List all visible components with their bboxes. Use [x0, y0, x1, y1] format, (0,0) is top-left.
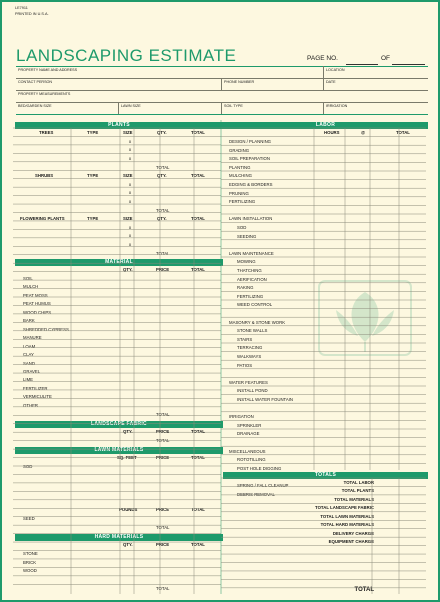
- labor-at-header: @: [361, 130, 366, 135]
- material-item: VERMICULITE: [23, 394, 52, 400]
- shrubs-label: SHRUBS: [35, 173, 54, 178]
- measurements-label: PROPERTY MEASUREMENTS: [18, 92, 71, 96]
- labor-item: SOD: [237, 225, 247, 230]
- trees-type-header: TYPE: [87, 130, 99, 135]
- printed-note: PRINTED IN U.S.A.: [15, 12, 49, 16]
- labor-item: SPRING / FALL CLEANUP: [237, 483, 289, 488]
- multiply-sign: x: [128, 190, 132, 195]
- totals-header: TOTALS: [223, 472, 428, 479]
- sod-label: SOD: [23, 464, 33, 469]
- grand-total-label: TOTAL: [354, 587, 374, 593]
- totals-row-label: TOTAL MATERIALS: [334, 496, 374, 502]
- labor-item: GRADING: [229, 147, 250, 153]
- totals-row-label: TOTAL PLANTS: [341, 488, 374, 494]
- labor-item: LAWN INSTALLATION: [229, 216, 273, 222]
- labor-item: WEED CONTROL: [237, 302, 273, 308]
- contact-person-label: CONTACT PERSON: [18, 80, 53, 84]
- property-name-label: PROPERTY NAME AND ADDRESS: [18, 68, 78, 72]
- material-item: PEAT MOSS: [23, 292, 48, 298]
- multiply-sign: x: [128, 182, 132, 187]
- hard-item-stone: STONE: [23, 551, 38, 556]
- material-item: FERTILIZER: [23, 385, 48, 391]
- labor-item: THATCHING: [237, 268, 262, 273]
- totals-row-label: TOTAL HARD MATERIALS: [320, 522, 374, 528]
- totals-row-label: TOTAL LAWN MATERIALS: [320, 513, 374, 519]
- lawn-price-header: PRICE: [156, 455, 170, 460]
- multiply-sign: x: [128, 147, 132, 152]
- material-item: MANURE: [23, 335, 42, 341]
- material-qty-header: QTY.: [123, 267, 133, 272]
- labor-item: WATER FEATURES: [229, 379, 268, 385]
- material-price-header: PRICE: [156, 267, 170, 272]
- hard-header: HARD MATERIALS: [15, 534, 223, 541]
- totals-row-label: EQUIPMENT CHARGE: [328, 539, 374, 545]
- fabric-total-label: TOTAL: [156, 438, 170, 443]
- shrubs-size-header: SIZE: [123, 173, 133, 178]
- multiply-sign: x: [128, 156, 132, 161]
- page-of-field[interactable]: [392, 64, 425, 65]
- labor-item: SOIL PREPARATION: [229, 156, 270, 162]
- multiply-sign: x: [128, 233, 132, 238]
- flowering-qty-header: QTY.: [157, 216, 167, 221]
- date-label: DATE: [326, 80, 336, 84]
- flowering-size-header: SIZE: [123, 216, 133, 221]
- labor-item: PRUNING: [229, 190, 249, 196]
- totals-row-label: DELIVERY CHARGE: [332, 530, 374, 536]
- labor-item: EDGING & BORDERS: [229, 182, 273, 187]
- material-total-header: TOTAL: [191, 267, 205, 272]
- fabric-price-header: PRICE: [156, 429, 170, 434]
- hard-price-header: PRICE: [156, 542, 170, 547]
- labor-item: TERRACING: [237, 345, 263, 351]
- labor-item: STONE WALLS: [237, 328, 268, 334]
- labor-item: DEBRIS REMOVAL: [237, 491, 275, 497]
- page-no-label: PAGE NO.: [307, 55, 338, 62]
- bed-size-label: BED/GARDEN SIZE: [18, 104, 52, 108]
- labor-item: DRAINAGE: [237, 431, 260, 437]
- shrubs-qty-header: QTY.: [157, 173, 167, 178]
- multiply-sign: x: [128, 139, 132, 144]
- shrubs-type-header: TYPE: [87, 173, 99, 178]
- lawn-total-header: TOTAL: [191, 455, 205, 460]
- labor-item: PLANTING: [229, 164, 251, 170]
- page-no-field[interactable]: [346, 64, 378, 65]
- material-item: SOIL: [23, 276, 33, 281]
- material-item: PEAT HUMUS: [23, 301, 51, 307]
- labor-item: WALKWAYS: [237, 354, 262, 359]
- trees-qty-header: QTY.: [157, 130, 167, 135]
- hard-total-label: TOTAL: [156, 586, 170, 591]
- fabric-header: LANDSCAPE FABRIC: [15, 421, 223, 428]
- leaf-watermark-icon: [318, 280, 412, 356]
- material-item: SAND: [23, 360, 35, 366]
- trees-size-header: SIZE: [123, 130, 133, 135]
- material-item: GRAVEL: [23, 368, 41, 374]
- lawn-sqft-header: SQ. FEET: [117, 455, 137, 460]
- flowering-total-label: TOTAL: [156, 251, 170, 256]
- multiply-sign: x: [128, 225, 132, 230]
- soil-type-label: SOIL TYPE: [224, 104, 243, 108]
- labor-item: INSTALL WATER FOUNTAIN: [237, 397, 294, 402]
- material-header: MATERIAL: [15, 259, 223, 266]
- labor-item: IRRIGATION: [229, 414, 254, 420]
- lawn-header: LAWN MATERIALS: [15, 447, 223, 454]
- labor-item: POST HOLE DIGGING: [237, 465, 282, 471]
- labor-item: SEEDING: [237, 233, 257, 239]
- labor-hours-header: HOURS: [324, 130, 340, 135]
- trees-total-label: TOTAL: [156, 165, 170, 170]
- of-label: OF: [381, 55, 391, 62]
- material-item: LOAM: [23, 343, 36, 349]
- totals-row-label: TOTAL LABOR: [343, 480, 374, 485]
- labor-item: MASONRY & STONE WORK: [229, 319, 286, 325]
- hard-qty-header: QTY.: [123, 542, 133, 547]
- labor-item: AERIFICATION: [237, 276, 267, 282]
- material-item: OTHER: [23, 402, 39, 408]
- labor-item: FERTILIZING: [237, 293, 264, 299]
- multiply-sign: x: [128, 199, 132, 204]
- labor-total-header: TOTAL: [396, 130, 410, 135]
- labor-header: LABOR: [223, 122, 428, 129]
- labor-item: DESIGN / PLANNING: [229, 139, 272, 144]
- lawn-price-header-2: PRICE: [156, 507, 170, 512]
- plants-header: PLANTS: [15, 122, 223, 129]
- hard-item-brick: BRICK: [23, 560, 37, 565]
- labor-item: SPRINKLER: [237, 422, 262, 428]
- phone-label: PHONE NUMBER: [224, 80, 255, 84]
- labor-item: MULCHING: [229, 173, 252, 179]
- form-title: LANDSCAPING ESTIMATE: [16, 46, 237, 65]
- material-item: WOOD CHIPS: [23, 309, 52, 315]
- material-item: SHREDDED CYPRESS: [23, 326, 69, 332]
- shrubs-total-label: TOTAL: [156, 208, 170, 213]
- fabric-total-header: TOTAL: [191, 429, 205, 434]
- hard-item-wood: WOOD: [23, 568, 37, 573]
- totals-row-label: TOTAL LANDSCAPE FABRIC: [315, 505, 374, 511]
- location-label: LOCATION: [326, 68, 345, 72]
- labor-item: FERTILIZING: [229, 199, 256, 205]
- seed-label: SEED: [23, 516, 35, 521]
- form-code: LE7911: [15, 6, 28, 10]
- lawn-pounds-header: POUNDS: [119, 507, 138, 512]
- labor-item: RAKING: [237, 285, 254, 291]
- header-fields: [16, 66, 428, 115]
- labor-item: ROTOTILLING: [237, 457, 266, 463]
- material-item: LIME: [23, 377, 34, 383]
- irrigation-label: IRRIGATION: [326, 104, 348, 108]
- shrubs-total-header: TOTAL: [191, 173, 205, 178]
- right-column: [223, 122, 428, 596]
- hard-total-header: TOTAL: [191, 542, 205, 547]
- labor-item: INSTALL POND: [237, 388, 268, 394]
- flowering-label: FLOWERING PLANTS: [20, 216, 65, 221]
- trees-label: TREES: [39, 130, 54, 135]
- labor-item: STAIRS: [237, 336, 253, 342]
- labor-item: PATIOS: [237, 362, 253, 368]
- flowering-total-header: TOTAL: [191, 216, 205, 221]
- lawn-total-label: TOTAL: [156, 525, 170, 530]
- lawn-total-header-2: TOTAL: [191, 507, 205, 512]
- left-column: [15, 122, 223, 596]
- material-item: CLAY: [23, 352, 34, 358]
- labor-item: MISCELLANEOUS: [229, 448, 266, 454]
- trees-total-header: TOTAL: [191, 130, 205, 135]
- multiply-sign: x: [128, 242, 132, 247]
- labor-item: LAWN MAINTENANCE: [229, 250, 274, 256]
- labor-item: MOWING: [237, 259, 256, 265]
- lawn-size-label: LAWN SIZE: [121, 104, 141, 108]
- material-item: MULCH: [23, 284, 39, 290]
- material-item: BARK: [23, 318, 35, 324]
- material-total-label: TOTAL: [156, 412, 170, 417]
- fabric-qty-header: QTY.: [123, 429, 133, 434]
- flowering-type-header: TYPE: [87, 216, 99, 221]
